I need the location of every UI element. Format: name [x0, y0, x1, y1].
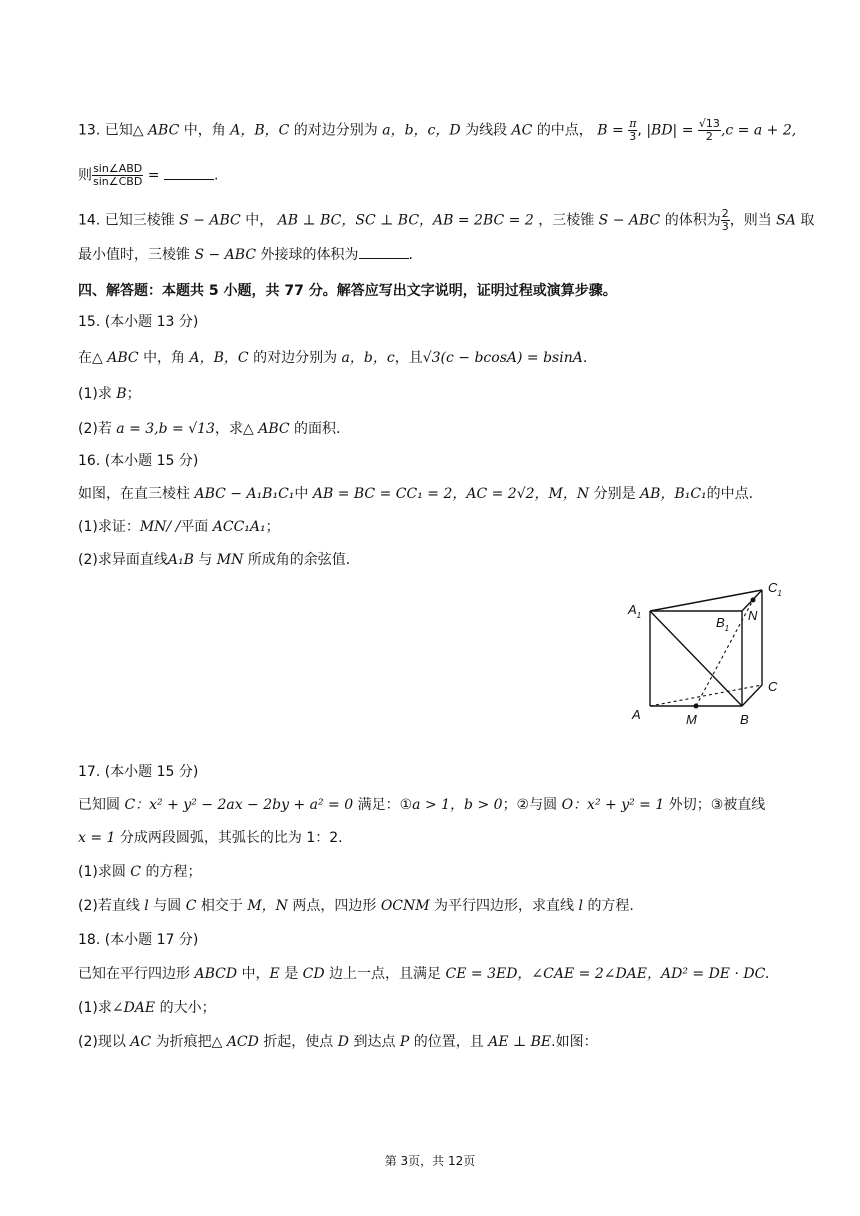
q17-p1-c: C: [130, 864, 142, 880]
q15-p1: (1)求: [78, 386, 112, 402]
q18-p1: (1)求: [78, 1000, 112, 1016]
q18-stem-d: 边上一点，且满足: [329, 966, 442, 982]
q18-cd: CD: [302, 966, 325, 982]
q18-stem-a: 已知在平行四边形: [78, 966, 190, 982]
q15-p2: (2)若: [78, 421, 112, 437]
q15-p1-var: B: [116, 386, 127, 402]
q18-stem: [78, 964, 769, 984]
q16-p2-a1b: A₁B: [167, 552, 194, 568]
q18-p2-d: D: [337, 1034, 349, 1050]
q13-line2: [78, 163, 218, 188]
q14-cond: AB ⊥ BC，SC ⊥ BC，AB = 2BC = 2: [277, 212, 534, 229]
q13-three: 3: [629, 130, 637, 143]
q13-two: 2: [705, 130, 713, 143]
q16-stem-c: 分别是: [593, 486, 636, 502]
q13-sin-abd: sin∠ABD: [93, 162, 143, 175]
q18-e: E: [269, 966, 280, 982]
q17-c-eq: C：x² + y² − 2ax − 2by + a² = 0: [124, 797, 354, 813]
label-c1: $C_1$: [768, 580, 782, 598]
label-a1: $A_1$: [628, 602, 642, 620]
q14-line1: [78, 208, 814, 233]
q13-answer-blank[interactable]: [164, 165, 214, 180]
label-m: M: [686, 712, 697, 727]
q15-stem-a: 在△: [78, 350, 103, 366]
q16-p1-end: ；: [265, 519, 280, 535]
q13-abc: ABC: [147, 122, 180, 139]
q14-line2c: .: [408, 247, 413, 263]
q13-comma: ,: [637, 122, 642, 139]
q17-p2-d: 两点，四边形: [292, 898, 377, 914]
q13-sin-cbd: sin∠CBD: [93, 175, 143, 188]
q13-sin-ratio: [92, 163, 143, 188]
q15-abc: ABC: [107, 350, 139, 366]
q16-part1: [78, 517, 280, 537]
q14-frac-den: 3: [721, 220, 729, 233]
q17-title: 17. (本小题 15 分): [78, 764, 199, 780]
q17-p2-ocnm: OCNM: [380, 898, 430, 914]
q15-p2-cond: a = 3,b = √13: [116, 421, 215, 437]
q18-p1-angle: ∠DAE: [111, 1000, 156, 1016]
q14-s-abc3: S − ABC: [194, 247, 257, 263]
q17-p2-e: 为平行四边形，求直线: [434, 898, 575, 914]
q16-stem: [78, 484, 753, 504]
label-b1: $B_1$: [716, 615, 730, 633]
q13-eq: =: [147, 167, 160, 184]
q17-c1: a > 1，b > 0: [412, 797, 503, 813]
q15-p2-end: ，求△: [214, 421, 254, 437]
q18-part1: [78, 998, 216, 1018]
q17-line2b: 分成两段圆弧，其弧长的比为 1：2.: [119, 830, 343, 846]
q13-vars2: a，b，c，D: [382, 122, 461, 139]
point-n: [751, 598, 756, 603]
q16-part2: [78, 550, 350, 570]
q16-p1: (1)求证：: [78, 519, 140, 535]
q17-p2-end: 的方程.: [587, 898, 634, 914]
q17-part1: [78, 862, 201, 882]
q17-p2: (2)若直线: [78, 898, 140, 914]
q16-p1-plane: ACC₁A₁: [212, 519, 266, 535]
q17-stem: [78, 795, 765, 815]
point-m: [694, 704, 699, 709]
q13-b-eq: B =: [597, 122, 624, 139]
q18-cond: CE = 3ED，∠CAE = 2∠DAE，AD² = DE · DC.: [445, 966, 770, 982]
q17-p1: (1)求圆: [78, 864, 126, 880]
q15-formula: √3(c − bcosA) = bsinA.: [422, 350, 588, 366]
label-n: N: [748, 608, 758, 623]
q15-p2-abc: ABC: [258, 421, 290, 437]
q16-stem-a: 如图，在直三棱柱: [78, 486, 190, 502]
q13-sqrt13-over-2: [698, 118, 721, 143]
q16-cond: AB = BC = CC₁ = 2，AC = 2√2，M，N: [312, 486, 590, 502]
q14-line2: [78, 244, 413, 265]
q17-p2-c2: 相交于: [200, 898, 243, 914]
q14-line1f: 取: [800, 212, 815, 229]
q18-p1-end: 的大小；: [159, 1000, 216, 1016]
q17-p2-l2: l: [578, 898, 583, 914]
q16-p2-mn: MN: [216, 552, 244, 568]
q18-p2: (2)现以: [78, 1034, 126, 1050]
q16-prism: ABC − A₁B₁C₁: [194, 486, 295, 502]
q14-answer-blank[interactable]: [359, 244, 409, 259]
q15-vars2: a，b，c: [341, 350, 395, 366]
q18-stem-b: 中，: [241, 966, 270, 982]
q16-stem-d: 的中点.: [706, 486, 754, 502]
q18-p2-ac: AC: [130, 1034, 152, 1050]
q15-stem-d: ，且: [394, 350, 423, 366]
q17-p2-b: 与圆: [153, 898, 182, 914]
q15-vars: A，B，C: [189, 350, 249, 366]
q14-line1d: 的体积为: [664, 212, 721, 229]
q14-s-abc: S − ABC: [179, 212, 241, 229]
q17-p2-mn: M，N: [247, 898, 288, 914]
prism-figure: [620, 578, 800, 728]
q18-p2-p: P: [399, 1034, 410, 1050]
q18-p2-end: .如图：: [551, 1034, 598, 1050]
q17-stem-d: 外切；③被直线: [668, 797, 766, 813]
q17-stem-b: 满足：①: [357, 797, 413, 813]
q14-line1a: 14. 已知三棱锥: [78, 212, 175, 229]
q18-p2-f: 的位置，且: [413, 1034, 484, 1050]
q18-title: 18. (本小题 17 分): [78, 932, 199, 948]
q13-bd: |BD| =: [646, 122, 694, 139]
q15-p1-end: ；: [126, 386, 141, 402]
q18-p2-b: 为折痕把△: [155, 1034, 223, 1050]
q17-line2a: x = 1: [78, 830, 116, 846]
q13-part2: 的对边分别为: [293, 122, 378, 139]
q13-period: .: [213, 167, 219, 184]
q17-stem-c: ；②与圆: [502, 797, 558, 813]
q18-part2: [78, 1032, 598, 1052]
q14-line2a: 最小值时，三棱锥: [78, 247, 190, 263]
q16-title: 16. (本小题 15 分): [78, 453, 199, 469]
q18-abcd: ABCD: [194, 966, 238, 982]
q13-sqrt13: √13: [698, 117, 720, 130]
q18-p2-c: 折起，使点: [263, 1034, 334, 1050]
q16-p2: (2)求异面直线: [78, 552, 168, 568]
q14-sa: SA: [776, 212, 796, 229]
q18-p2-acd: ACD: [226, 1034, 259, 1050]
label-b: B: [740, 712, 749, 727]
q13-prefix: 13. 已知△: [78, 122, 144, 139]
q15-stem-b: 中，角: [143, 350, 186, 366]
q13-pi: π: [629, 117, 637, 130]
q14-frac-num: 2: [721, 207, 729, 220]
q16-p2-end: 所成角的余弦值.: [247, 552, 351, 568]
q15-p2-tail: 的面积.: [294, 421, 341, 437]
q18-stem-c: 是: [284, 966, 299, 982]
q14-line1c: ，三棱锥: [538, 212, 595, 229]
q18-p2-cond: AE ⊥ BE: [488, 1034, 552, 1050]
q17-p1-end: 的方程；: [145, 864, 202, 880]
section4-heading: 四、解答题：本题共 5 小题，共 77 分。解答应写出文字说明，证明过程或演算步骤。: [78, 283, 617, 299]
q17-stem-line2: [78, 828, 343, 848]
q14-line1e: ，则当: [729, 212, 772, 229]
q15-title: 15. (本小题 13 分): [78, 314, 199, 330]
q17-p2-c: C: [185, 898, 197, 914]
q13-vars1: A，B，C: [230, 122, 290, 139]
q13-ac: AC: [511, 122, 533, 139]
q16-p1-mn: MN/ /: [139, 519, 181, 535]
q17-stem-a: 已知圆: [78, 797, 120, 813]
q14-s-abc2: S − ABC: [598, 212, 661, 229]
q13-c-eq: ,c = a + 2,: [720, 122, 797, 139]
q16-p2-b: 与: [198, 552, 213, 568]
q15-part1: [78, 384, 141, 404]
q14-two-thirds: [721, 208, 730, 233]
q16-ab: AB，B₁C₁: [640, 486, 707, 502]
q13-part1: 中，角: [183, 122, 226, 139]
q16-p1-b: 平面: [180, 519, 209, 535]
q13-part4: 的中点，: [536, 122, 593, 139]
q15-stem-c: 的对边分别为: [253, 350, 338, 366]
q18-p2-e: 到达点: [353, 1034, 396, 1050]
q14-line2b: 外接球的体积为: [260, 247, 359, 263]
q17-part2: [78, 896, 634, 916]
q13-then: 则: [78, 167, 92, 184]
q15-part2: [78, 419, 340, 439]
page-footer: 第 3页，共 12页: [384, 1154, 476, 1168]
label-a: A: [632, 707, 641, 722]
label-c: C: [768, 679, 778, 694]
q13-part3: 为线段: [465, 122, 508, 139]
q17-o-eq: O：x² + y² = 1: [561, 797, 665, 813]
q13-line1: [78, 118, 796, 143]
q17-p2-l: l: [144, 898, 149, 914]
q15-stem: [78, 348, 587, 368]
q16-stem-b: 中: [294, 486, 309, 502]
q14-line1b: 中，: [245, 212, 274, 229]
